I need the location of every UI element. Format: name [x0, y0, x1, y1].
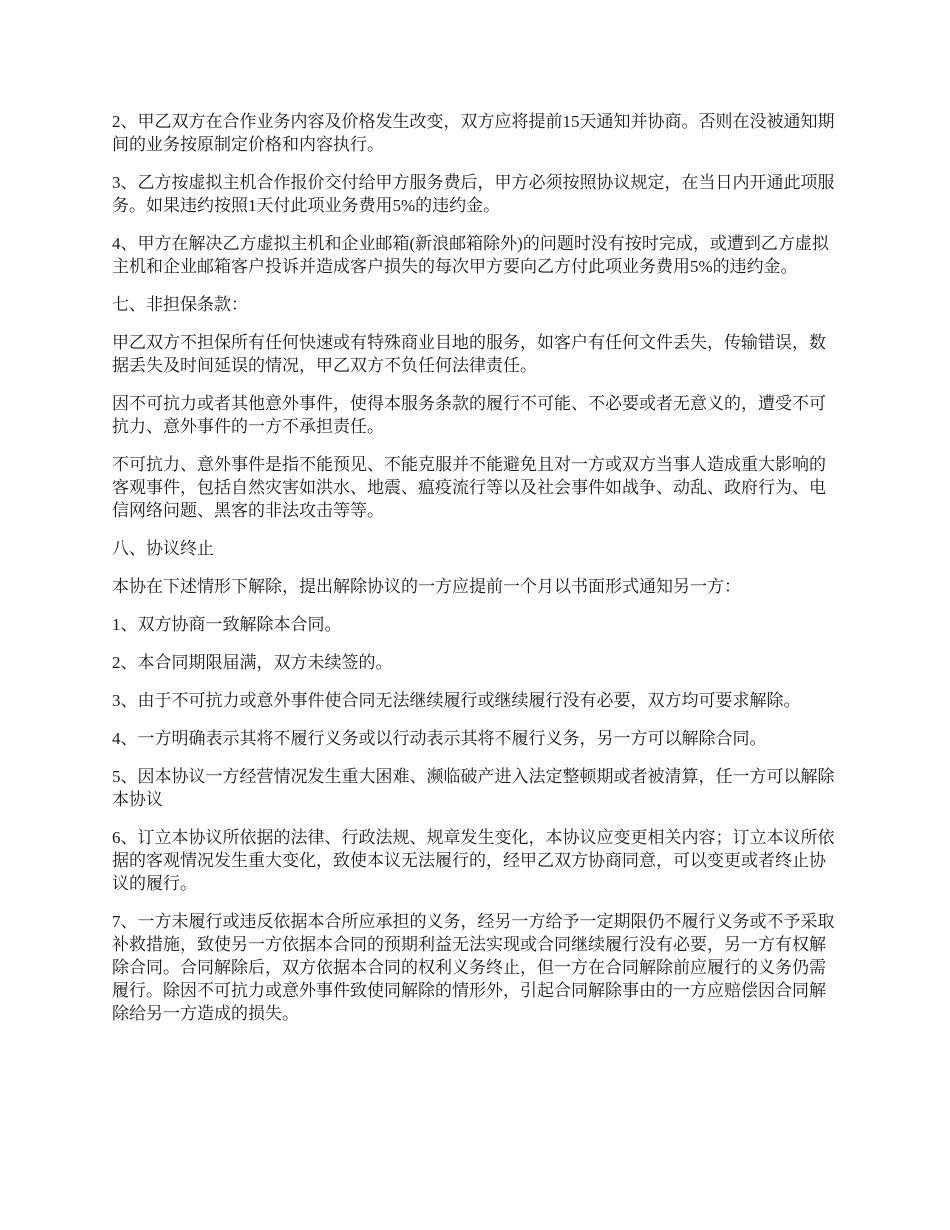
clause-4-penalty: 4、甲方在解决乙方虚拟主机和企业邮箱(新浪邮箱除外)的问题时没有按时完成，或遭到乙方虚拟主机和企业邮箱客户投诉并造成客户损失的每次甲方要向乙方付此项业务费用5%的违约金。 [112, 234, 829, 276]
termination-item-2: 2、本合同期限届满，双方未续签的。 [112, 653, 393, 672]
non-guarantee-paragraph-1: 甲乙双方不担保所有任何快速或有特殊商业目地的服务，如客户有任何文件丢失，传输错误，数据丢失及时间延误的情况，甲乙双方不负任何法律责任。 [112, 333, 826, 375]
non-guarantee-paragraph-3: 不可抗力、意外事件是指不能预见、不能克服并不能避免且对一方或双方当事人造成重大影响的客观事件，包括自然灾害如洪水、地震、瘟疫流行等以及社会事件如战争、动乱、政府行为、电信网络问题、黑客的非法攻击等等。 [112, 455, 826, 520]
termination-intro: 本协在下述情形下解除，提出解除协议的一方应提前一个月以书面形式通知另一方： [112, 577, 741, 596]
non-guarantee-paragraph-2: 因不可抗力或者其他意外事件，使得本服务条款的履行不可能、不必要或者无意义的，遭受不可抗力、意外事件的一方不承担责任。 [112, 394, 826, 436]
clause-2-price-change: 2、甲乙双方在合作业务内容及价格发生改变，双方应将提前15天通知并协商。否则在没被通知期间的业务按原制定价格和内容执行。 [112, 112, 835, 154]
section-heading-termination: 八、协议终止 [112, 539, 214, 558]
section-heading-non-guarantee: 七、非担保条款： [112, 295, 248, 314]
termination-item-5: 5、因本协议一方经营情况发生重大困难、濒临破产进入法定整顿期或者被清算，任一方可以解除本协议 [112, 767, 835, 809]
termination-item-6: 6、订立本协议所依据的法律、行政法规、规章发生变化，本协议应变更相关内容；订立本议所依据的客观情况发生重大变化，致使本议无法履行的，经甲乙双方协商同意，可以变更或者终止协议的履行。 [112, 828, 835, 893]
termination-item-3: 3、由于不可抗力或意外事件使合同无法继续履行或继续履行没有必要，双方均可要求解除。 [112, 691, 801, 710]
document-page [112, 110, 842, 1040]
termination-item-4: 4、一方明确表示其将不履行义务或以行动表示其将不履行义务，另一方可以解除合同。 [112, 729, 767, 748]
clause-3-service-activation: 3、乙方按虚拟主机合作报价交付给甲方服务费后，甲方必须按照协议规定，在当日内开通此项服务。如果违约按照1天付此项业务费用5%的违约金。 [112, 173, 835, 215]
termination-item-1: 1、双方协商一致解除本合同。 [112, 615, 342, 634]
termination-item-7: 7、一方未履行或违反依据本合所应承担的义务，经另一方给予一定期限仍不履行义务或不予采取补救措施，致使另一方依据本合同的预期利益无法实现或合同继续履行没有必要，另一方有权解除合同。合同解除后，双方依据本合同的权利义务终止，但一方在合同解除前应履行的义务仍需履行。除因不可抗力或意外事件致使同解除的情形外，引起合同解除事由的一方应赔偿因合同解除给另一方造成的损失。 [112, 912, 835, 1023]
